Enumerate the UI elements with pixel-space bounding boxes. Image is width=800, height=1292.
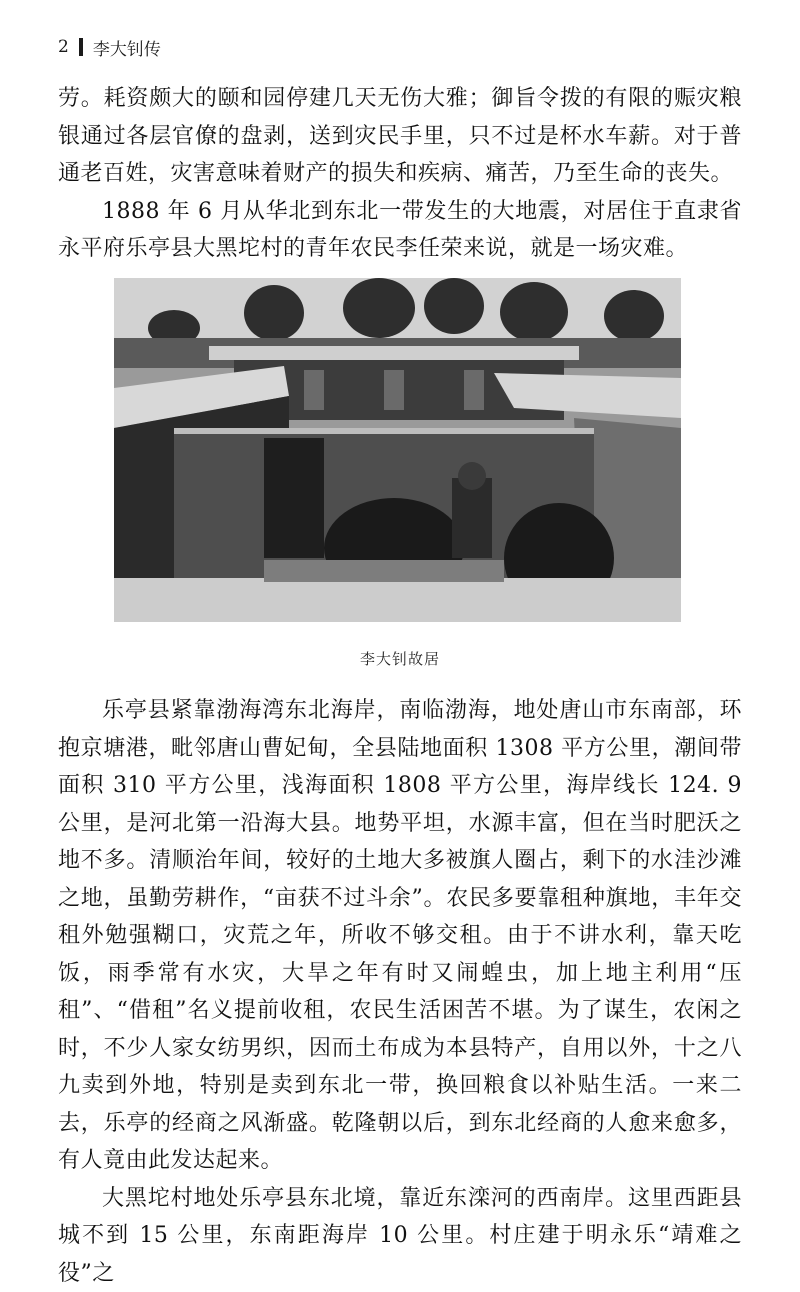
header-divider-bar	[79, 38, 83, 56]
running-header	[58, 34, 161, 60]
paragraph-earthquake: 1888 年 6 月从华北到东北一带发生的大地震，对居住于直隶省永平府乐亭县大黑坨村的青年农民李任荣来说，就是一场灾难。	[58, 193, 742, 268]
figure-caption: 李大钊故居	[0, 648, 800, 669]
running-title: 李大钊传	[93, 35, 161, 60]
text-block-bottom	[58, 692, 742, 1292]
text-block-top	[58, 80, 742, 268]
paragraph-laoting-county: 乐亭县紧靠渤海湾东北海岸，南临渤海，地处唐山市东南部，环抱京塘港，毗邻唐山曹妃甸，全县陆地面积 1308 平方公里，潮间带面积 310 平方公里，浅海面积 1808 平方公里，海岸线长 124. 9 公里，是河北第一沿海大县。地势平坦，水源丰富，但在当时肥沃之地不多。清顺治年间，较好的土地大多被旗人圈占，剩下的水洼沙滩之地，虽勤劳耕作，“亩获不过斗余”。农民多要靠租种旗地，丰年交租外勉强糊口，灾荒之年，所收不够交租。由于不讲水利，靠天吃饭，雨季常有水灾，大旱之年有时又闹蝗虫，加上地主利用“压租”、“借租”名义提前收租，农民生活困苦不堪。为了谋生，农闲之时，不少人家女纺男织，因而土布成为本县特产，自用以外，十之八九卖到外地，特别是卖到东北一带，换回粮食以补贴生活。一来二去，乐亭的经商之风渐盛。乾隆朝以后，到东北经商的人愈来愈多，有人竟由此发达起来。	[58, 692, 742, 1180]
paragraph-continuation: 劳。耗资颇大的颐和园停建几天无伤大雅；御旨令拨的有限的赈灾粮银通过各层官僚的盘剥，送到灾民手里，只不过是杯水车薪。对于普通老百姓，灾害意味着财产的损失和疾病、痛苦，乃至生命的丧失。	[58, 80, 742, 193]
residence-photo-illustration	[114, 278, 681, 622]
paragraph-daheituo-village: 大黑坨村地处乐亭县东北境，靠近东滦河的西南岸。这里西距县城不到 15 公里，东南距海岸 10 公里。村庄建于明永乐“靖难之役”之	[58, 1180, 742, 1292]
page-number: 2	[58, 37, 69, 57]
photo-former-residence	[114, 278, 681, 622]
